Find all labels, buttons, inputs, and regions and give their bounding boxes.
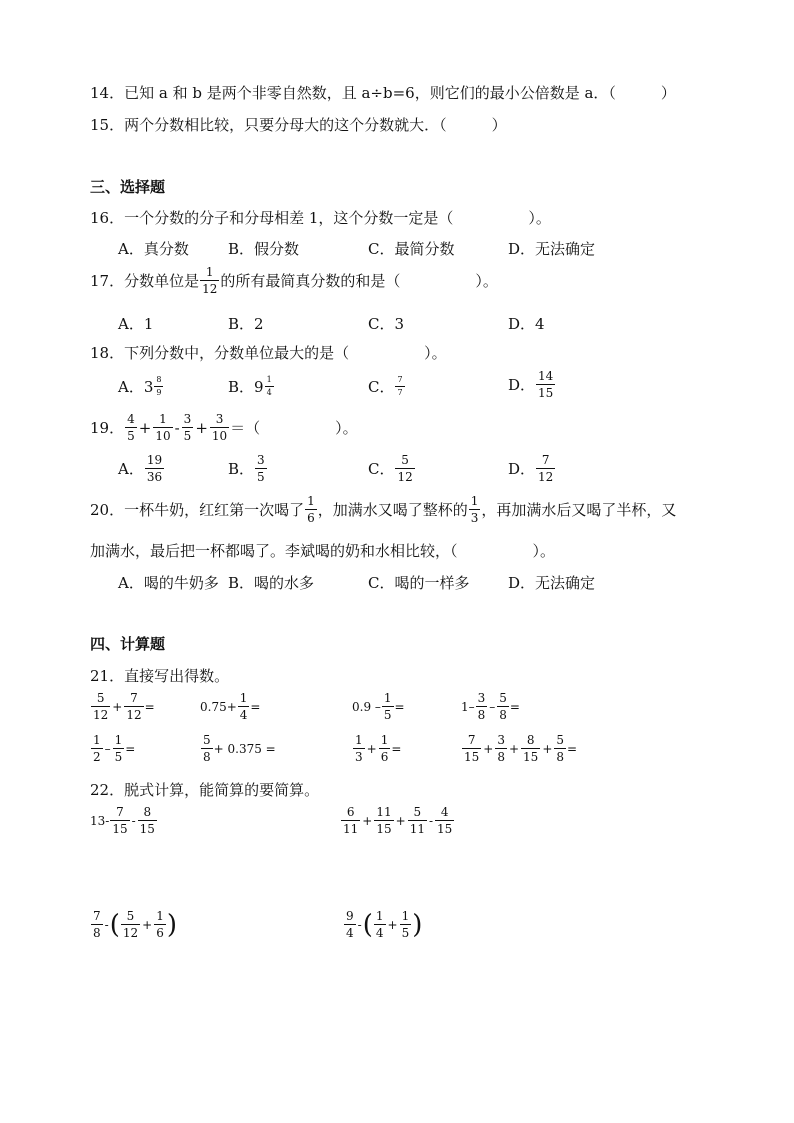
- numerator: 19: [146, 453, 163, 467]
- question-text: 一个分数的分子和分母相差 1，这个分数一定是（ ）。: [124, 209, 551, 227]
- parenthesis: ): [412, 909, 423, 940]
- question-16: [90, 207, 551, 228]
- operator: +: [508, 741, 520, 756]
- fraction: [154, 376, 163, 397]
- calc-step-d2: [340, 806, 455, 835]
- fraction: [91, 734, 103, 763]
- question-text: 直接写出得数。: [124, 667, 230, 685]
- option-label: B．: [228, 378, 255, 396]
- text: + 0.375 =: [213, 741, 276, 756]
- fraction: [374, 910, 386, 939]
- numerator: 1: [380, 733, 389, 747]
- denominator: 36: [146, 470, 163, 484]
- fraction: [121, 910, 140, 939]
- question-18: [90, 342, 447, 363]
- denominator: 9: [156, 388, 162, 397]
- q16-option-b[interactable]: B．假分数: [228, 240, 300, 258]
- parenthesis: (: [362, 909, 373, 940]
- denominator: 8: [203, 750, 211, 764]
- numerator: 5: [413, 805, 422, 819]
- numerator: 7: [541, 453, 550, 467]
- denominator: 12: [202, 282, 218, 296]
- fraction: [379, 734, 391, 763]
- denominator: 15: [538, 386, 554, 400]
- calc-item-r1c4: [461, 692, 520, 721]
- q16-option-c[interactable]: C．最简分数: [368, 240, 455, 258]
- numerator: 1: [307, 494, 315, 508]
- operator: –: [104, 741, 111, 756]
- q20-option-d[interactable]: D．无法确定: [508, 574, 596, 592]
- fraction: [138, 806, 157, 835]
- operator: -: [174, 418, 180, 437]
- denominator: 5: [257, 470, 265, 484]
- question-number: 14．: [90, 84, 125, 102]
- calc-step-d3: [90, 910, 177, 939]
- denominator: 8: [477, 708, 486, 722]
- numerator: 5: [203, 733, 211, 747]
- fraction: [497, 692, 509, 721]
- denominator: 10: [211, 429, 228, 443]
- fraction: [462, 734, 481, 763]
- question-number: 20．: [90, 501, 125, 519]
- question-17: [90, 266, 498, 295]
- q17-option-c[interactable]: C．3: [368, 315, 405, 333]
- numerator: 8: [526, 733, 535, 747]
- fraction: [182, 413, 194, 442]
- numerator: 1: [266, 375, 272, 384]
- denominator: 5: [183, 429, 192, 443]
- fraction: [400, 910, 412, 939]
- calc-item-r2c2: [200, 734, 276, 763]
- operator: -: [104, 917, 109, 932]
- operator: -: [357, 917, 362, 932]
- calc-item-r1c3: [352, 692, 405, 721]
- question-15: [90, 114, 507, 135]
- operator: +: [366, 741, 377, 756]
- fraction: [91, 910, 103, 939]
- question-number: 21．: [90, 667, 125, 685]
- text: =: [394, 699, 405, 714]
- denominator: 12: [126, 708, 142, 722]
- fraction: [395, 376, 404, 397]
- denominator: 15: [464, 750, 480, 764]
- numerator: 1: [355, 733, 363, 747]
- question-19: [90, 413, 358, 442]
- numerator: 7: [397, 375, 403, 384]
- numerator: 11: [376, 805, 392, 819]
- fraction: [153, 413, 172, 442]
- question-text: ＝（ ）。: [230, 419, 358, 437]
- numerator: 8: [143, 805, 152, 819]
- numerator: 1: [470, 494, 479, 508]
- calc-item-r1c1: [90, 692, 155, 721]
- option-label: C．: [368, 378, 395, 396]
- numerator: 3: [477, 691, 486, 705]
- q16-option-a[interactable]: A．真分数: [118, 240, 189, 258]
- q19-option-d[interactable]: [508, 454, 556, 483]
- q18-option-c[interactable]: [368, 376, 406, 397]
- denominator: 15: [523, 750, 539, 764]
- numerator: 3: [215, 412, 224, 426]
- numerator: 1: [401, 909, 410, 923]
- calc-step-d1: [90, 806, 158, 835]
- whole-number: 9: [254, 377, 264, 396]
- question-text: 脱式计算，能简算的要简算。: [124, 781, 320, 799]
- operator: +: [542, 741, 553, 756]
- calc-item-r2c4: [461, 734, 577, 763]
- numerator: 7: [467, 733, 476, 747]
- text: 13-: [90, 813, 110, 828]
- numerator: 7: [93, 909, 101, 923]
- numerator: 3: [183, 412, 192, 426]
- fraction: [536, 454, 555, 483]
- q20-option-b[interactable]: B．喝的水多: [228, 574, 315, 592]
- denominator: 8: [556, 750, 565, 764]
- numerator: 1: [383, 691, 392, 705]
- question-text: 的所有最简真分数的和是（ ）。: [220, 272, 498, 290]
- numerator: 5: [401, 453, 409, 467]
- numerator: 1: [93, 733, 101, 747]
- denominator: 7: [397, 388, 403, 397]
- option-label: C．: [368, 460, 395, 478]
- q17-option-a[interactable]: A．1: [118, 315, 154, 333]
- denominator: 8: [93, 926, 101, 940]
- fraction: [521, 734, 540, 763]
- operator: +: [362, 813, 373, 828]
- question-20-line-2: 加满水，最后把一杯都喝了。李斌喝的奶和水相比较，（ ）。: [90, 542, 556, 560]
- question-text: 下列分数中，分数单位最大的是（ ）。: [124, 344, 447, 362]
- denominator: 6: [380, 750, 389, 764]
- question-text: 一杯牛奶，红红第一次喝了: [124, 501, 305, 519]
- fraction: [238, 692, 250, 721]
- denominator: 12: [122, 926, 139, 940]
- denominator: 4: [346, 926, 354, 940]
- operator: +: [395, 813, 406, 828]
- numerator: 4: [440, 805, 449, 819]
- fraction: [536, 370, 555, 399]
- denominator: 4: [239, 708, 248, 722]
- text: =: [144, 699, 155, 714]
- denominator: 11: [343, 822, 359, 836]
- fraction: [113, 734, 125, 763]
- denominator: 5: [127, 429, 135, 443]
- denominator: 5: [401, 926, 410, 940]
- question-text: 两个分数相比较，只要分母大的这个分数就大．（ ）: [124, 116, 507, 134]
- option-label: B．: [228, 460, 255, 478]
- fraction: [374, 806, 393, 835]
- denominator: 8: [497, 750, 505, 764]
- denominator: 3: [470, 511, 479, 525]
- question-14: [90, 82, 676, 103]
- denominator: 3: [355, 750, 363, 764]
- fraction: [145, 454, 164, 483]
- question-number: 16．: [90, 209, 125, 227]
- question-text: ，加满水又喝了整杯的: [317, 501, 468, 519]
- text: 0.75+: [200, 699, 237, 714]
- fraction: [201, 734, 213, 763]
- numerator: 1: [156, 909, 164, 923]
- denominator: 12: [397, 470, 413, 484]
- numerator: 1: [159, 412, 167, 426]
- fraction: [305, 495, 317, 524]
- denominator: 6: [307, 511, 315, 525]
- text: =: [125, 741, 136, 756]
- question-text: 分数单位是: [124, 272, 200, 290]
- question-text: ，再加满水后又喝了半杯，又: [481, 501, 677, 519]
- parenthesis: ): [166, 909, 177, 940]
- denominator: 15: [112, 822, 128, 836]
- fraction: [382, 692, 394, 721]
- denominator: 11: [409, 822, 425, 836]
- whole-number: 3: [143, 377, 154, 396]
- q17-option-d[interactable]: D．4: [508, 315, 545, 333]
- numerator: 8: [156, 375, 162, 384]
- denominator: 4: [375, 926, 384, 940]
- fraction: [344, 910, 356, 939]
- section-heading-calc: 四、计算题: [90, 635, 166, 653]
- fraction: [125, 413, 137, 442]
- numerator: 3: [497, 733, 505, 747]
- fraction: [435, 806, 454, 835]
- question-text: 已知 a 和 b 是两个非零自然数，且 a÷b=6，则它们的最小公倍数是 a．（ ）: [124, 84, 676, 102]
- operator: +: [483, 741, 494, 756]
- text: =: [509, 699, 520, 714]
- q19-option-a[interactable]: [118, 454, 165, 483]
- fraction: [554, 734, 566, 763]
- operator: -: [428, 813, 434, 828]
- numerator: 4: [127, 412, 135, 426]
- fraction: [255, 454, 267, 483]
- denominator: 6: [156, 926, 164, 940]
- operator: +: [138, 418, 152, 437]
- section-heading-choice: 三、选择题: [90, 178, 166, 196]
- question-number: 18．: [90, 344, 125, 362]
- numerator: 1: [205, 265, 214, 279]
- q19-option-c[interactable]: [368, 454, 416, 483]
- denominator: 12: [538, 470, 554, 484]
- fraction: [91, 692, 110, 721]
- question-20: [90, 495, 676, 524]
- operator: +: [142, 917, 153, 932]
- question-22: [90, 779, 319, 800]
- fraction: [110, 806, 129, 835]
- calc-item-r2c1: [90, 734, 135, 763]
- numerator: 5: [556, 733, 565, 747]
- question-number: 17．: [90, 272, 125, 290]
- operator: –: [489, 699, 496, 714]
- numerator: 14: [538, 369, 554, 383]
- calc-step-d4: [343, 910, 422, 939]
- option-label: D．: [508, 460, 536, 478]
- q20-option-c[interactable]: C．喝的一样多: [368, 574, 470, 592]
- denominator: 15: [437, 822, 453, 836]
- question-number: 19．: [90, 419, 125, 437]
- q18-option-a[interactable]: [118, 376, 164, 397]
- denominator: 12: [93, 708, 109, 722]
- question-number: 22．: [90, 781, 125, 799]
- fraction: [341, 806, 360, 835]
- operator: +: [387, 917, 398, 932]
- numerator: 5: [126, 909, 135, 923]
- numerator: 1: [114, 733, 123, 747]
- denominator: 15: [376, 822, 392, 836]
- text: =: [250, 699, 261, 714]
- option-label: D．: [508, 376, 536, 394]
- fraction: [495, 734, 507, 763]
- numerator: 1: [375, 909, 384, 923]
- operator: +: [112, 699, 123, 714]
- q16-option-d[interactable]: D．无法确定: [508, 240, 596, 258]
- fraction: [408, 806, 427, 835]
- numerator: 7: [116, 805, 124, 819]
- denominator: 15: [139, 822, 155, 836]
- numerator: 7: [130, 691, 138, 705]
- parenthesis: (: [109, 909, 120, 940]
- denominator: 5: [114, 750, 123, 764]
- fraction: [265, 376, 274, 397]
- denominator: 5: [383, 708, 392, 722]
- option-label: A．: [118, 378, 144, 396]
- denominator: 8: [499, 708, 507, 722]
- text: 1–: [461, 699, 475, 714]
- numerator: 5: [96, 691, 105, 705]
- fraction: [210, 413, 229, 442]
- q20-option-a[interactable]: A．喝的牛奶多: [118, 574, 219, 592]
- calc-item-r1c2: [200, 692, 260, 721]
- text: =: [567, 741, 578, 756]
- fraction: [154, 910, 166, 939]
- calc-item-r2c3: [352, 734, 401, 763]
- fraction: [124, 692, 143, 721]
- fraction: [200, 266, 219, 295]
- text: =: [391, 741, 402, 756]
- numerator: 9: [346, 909, 354, 923]
- fraction: [469, 495, 481, 524]
- question-21: [90, 665, 229, 686]
- denominator: 4: [266, 388, 272, 397]
- option-label: A．: [118, 460, 144, 478]
- text: 0.9 –: [352, 699, 381, 714]
- denominator: 2: [93, 750, 101, 764]
- fraction: [353, 734, 365, 763]
- q17-option-b[interactable]: B．2: [228, 315, 264, 333]
- numerator: 3: [257, 453, 265, 467]
- fraction: [476, 692, 488, 721]
- q18-option-d[interactable]: [508, 370, 556, 399]
- operator: -: [131, 813, 136, 828]
- question-number: 15．: [90, 116, 125, 134]
- numerator: 1: [239, 691, 248, 705]
- numerator: 5: [499, 691, 507, 705]
- fraction: [395, 454, 414, 483]
- denominator: 10: [155, 429, 171, 443]
- q18-option-b[interactable]: [228, 376, 275, 397]
- q19-option-b[interactable]: [228, 454, 268, 483]
- numerator: 6: [346, 805, 355, 819]
- operator: +: [195, 418, 208, 437]
